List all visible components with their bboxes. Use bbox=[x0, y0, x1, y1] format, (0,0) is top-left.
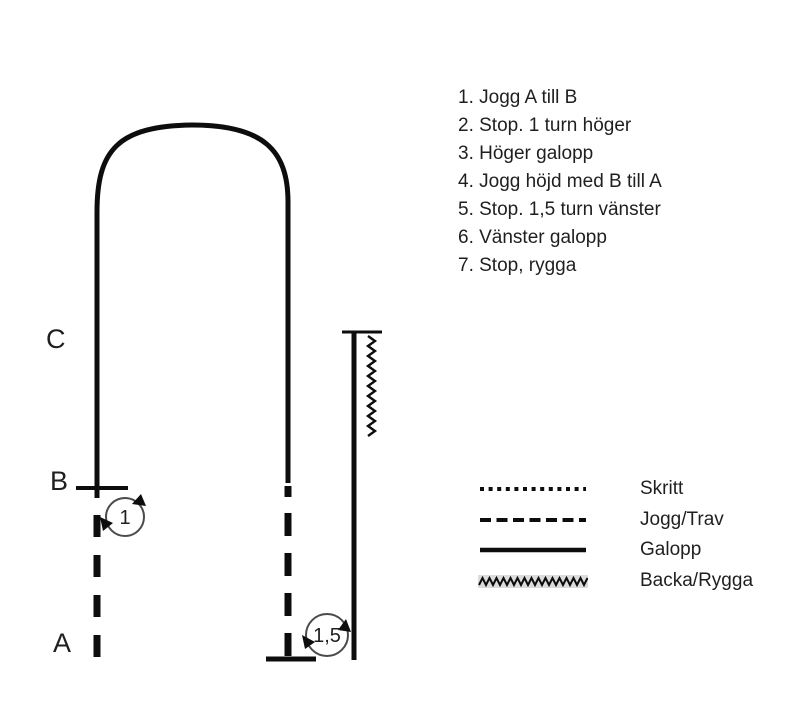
zigzag-line-sample-icon bbox=[478, 572, 588, 590]
legend-row-galopp bbox=[478, 535, 753, 566]
instruction-item: 1. Jogg A till B bbox=[458, 87, 578, 108]
instruction-list bbox=[458, 84, 662, 280]
legend-label-skritt: Skritt bbox=[640, 478, 684, 500]
instruction-item: 2. Stop. 1 turn höger bbox=[458, 115, 632, 136]
gait-legend bbox=[478, 474, 753, 596]
legend-label-jogg-trav: Jogg/Trav bbox=[640, 508, 724, 530]
legend-row-backa-rygga bbox=[478, 566, 753, 597]
dotted-line-sample-icon bbox=[478, 480, 588, 498]
turn-1-5-symbol bbox=[302, 614, 351, 656]
legend-row-jogg-trav bbox=[478, 505, 753, 536]
turn-1-5-label: 1,5 bbox=[313, 625, 341, 647]
galopp-arch-path bbox=[97, 125, 288, 498]
legend-label-backa-rygga: Backa/Rygga bbox=[640, 570, 754, 592]
marker-c-label: C bbox=[46, 324, 66, 354]
marker-a-label: A bbox=[53, 628, 72, 658]
legend-row-skritt bbox=[478, 474, 753, 505]
instruction-item: 5. Stop. 1,5 turn vänster bbox=[458, 199, 661, 220]
instruction-item: 4. Jogg höjd med B till A bbox=[458, 171, 662, 192]
instruction-item: 3. Höger galopp bbox=[458, 143, 594, 164]
dashed-line-sample-icon bbox=[478, 511, 588, 529]
turn-1-label: 1 bbox=[119, 507, 131, 529]
marker-b-label: B bbox=[50, 466, 69, 496]
solid-line-sample-icon bbox=[478, 541, 588, 559]
instruction-item: 7. Stop, rygga bbox=[458, 255, 577, 276]
legend-label-galopp: Galopp bbox=[640, 539, 702, 561]
backa-zigzag-line bbox=[368, 336, 375, 436]
turn-1-symbol bbox=[100, 494, 146, 536]
instruction-item: 6. Vänster galopp bbox=[458, 227, 607, 248]
